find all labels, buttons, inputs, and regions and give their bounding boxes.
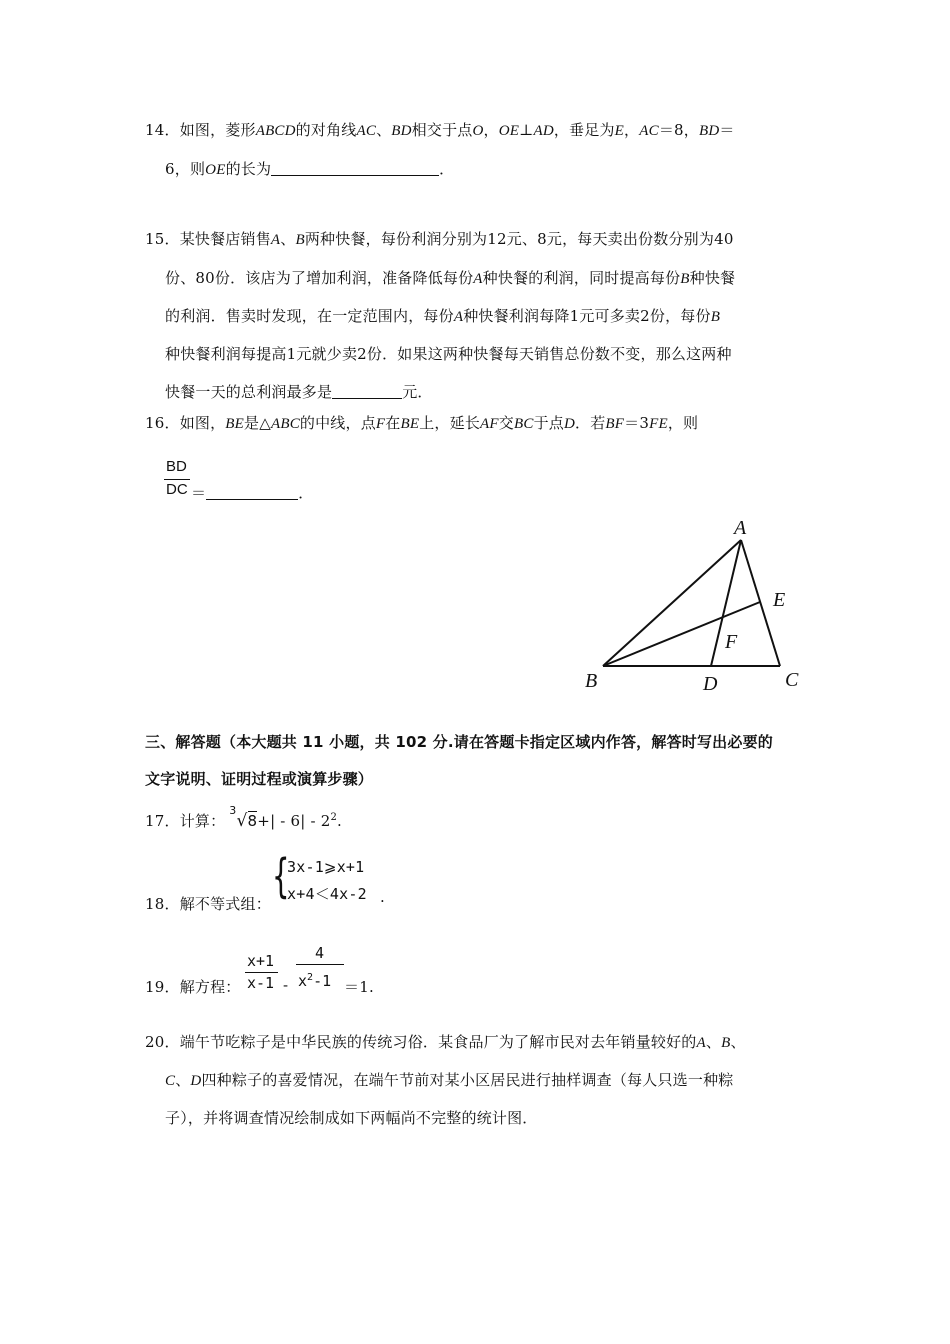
q19-fraction1-denominator: x-1	[247, 974, 275, 992]
q19-rhs: ＝1.	[344, 978, 374, 996]
q20-line1: 20．端午节吃粽子是中华民族的传统习俗．某食品厂为了解市民对去年销量较好的A、B、	[145, 1033, 746, 1051]
q15-line3: 的利润．售卖时发现，在一定范围内，每份A种快餐利润每降1元可多卖2份，每份B	[165, 307, 721, 325]
q19-number: 19．	[145, 978, 180, 996]
q14-answer-blank[interactable]	[271, 160, 439, 176]
label-b: B	[585, 670, 598, 692]
q20-line3: 子），并将调查情况绘制成如下两幅尚不完整的统计图．	[165, 1109, 538, 1127]
q14-line1: 14．如图，菱形ABCD的对角线AC、BD相交于点O，OE⊥AD，垂足为E，AC＝8，BD＝	[145, 121, 735, 139]
q19-fraction2-denominator: $x^2-1$	[298, 972, 332, 990]
q14-line2: 6，则OE的长为 ．	[165, 160, 455, 178]
q16-number: 16．	[145, 414, 180, 432]
radical-sign-icon: √	[236, 811, 248, 831]
q19-fraction2-bar	[296, 964, 344, 965]
section3-heading-line1: 三、解答题（本大题共 11 小题，共 102 分.请在答题卡指定区域内作答，解答时写出必要的	[145, 733, 773, 751]
q16-answer-line: ＝ ．	[191, 484, 314, 502]
label-d: D	[703, 673, 718, 695]
q15-line2: 份、80份．该店为了增加利润，准备降低每份A种快餐的利润，同时提高每份B种快餐	[165, 269, 736, 287]
q15-line4: 种快餐利润每提高1元就少卖2份．如果这两种快餐每天销售总份数不变，那么这两种	[165, 345, 732, 363]
label-c: C	[785, 669, 799, 691]
q19-line: 19．解方程：	[145, 978, 241, 996]
q18-line: 18．解不等式组：	[145, 895, 271, 913]
q14-number: 14．	[145, 121, 180, 139]
q18-end: .	[380, 888, 385, 906]
q16-answer-blank[interactable]	[206, 484, 298, 500]
triangle-figure	[575, 510, 815, 695]
label-e: E	[773, 589, 786, 611]
q15-line5: 快餐一天的总利润最多是 元．	[165, 383, 433, 401]
q17-line: 17．计算：$^3√8+| - 6| - 2^2$.	[145, 804, 342, 831]
q15-line1: 15．某快餐店销售A、B两种快餐，每份利润分别为12元、8元，每天卖出份数分别为40	[145, 230, 734, 248]
label-f: F	[725, 631, 738, 653]
q19-fraction1-numerator: x+1	[247, 952, 275, 970]
label-a: A	[734, 517, 747, 539]
q18-inequality-1: 3x-1⩾x+1	[287, 858, 365, 876]
q19-fraction1-bar	[245, 972, 278, 973]
brace-icon: {	[272, 849, 290, 903]
q16-fraction-numerator: BD	[166, 458, 187, 475]
q20-line2: C、D四种粽子的喜爱情况，在端午节前对某小区居民进行抽样调查（每人只选一种粽	[165, 1071, 734, 1089]
q16-fraction-bar	[164, 479, 190, 480]
q18-number: 18．	[145, 895, 180, 913]
q15-answer-blank[interactable]	[332, 383, 402, 399]
q19-fraction2-numerator: 4	[315, 944, 325, 962]
segment-ab	[603, 540, 741, 666]
root-index: 3	[229, 804, 237, 817]
cube-root: $^3$√8	[229, 804, 258, 831]
q16-line1: 16．如图，BE是△ABC的中线，点F在BE上，延长AF交BC于点D．若BF＝3FE，则	[145, 414, 699, 432]
q15-number: 15．	[145, 230, 180, 248]
q20-number: 20．	[145, 1033, 180, 1051]
q18-inequality-2: x+4＜4x-2	[287, 885, 367, 903]
q17-number: 17．	[145, 812, 180, 830]
q19-minus: -	[283, 976, 289, 994]
q16-fraction-denominator: DC	[166, 481, 188, 498]
section3-heading-line2: 文字说明、证明过程或演算步骤）	[145, 770, 374, 788]
